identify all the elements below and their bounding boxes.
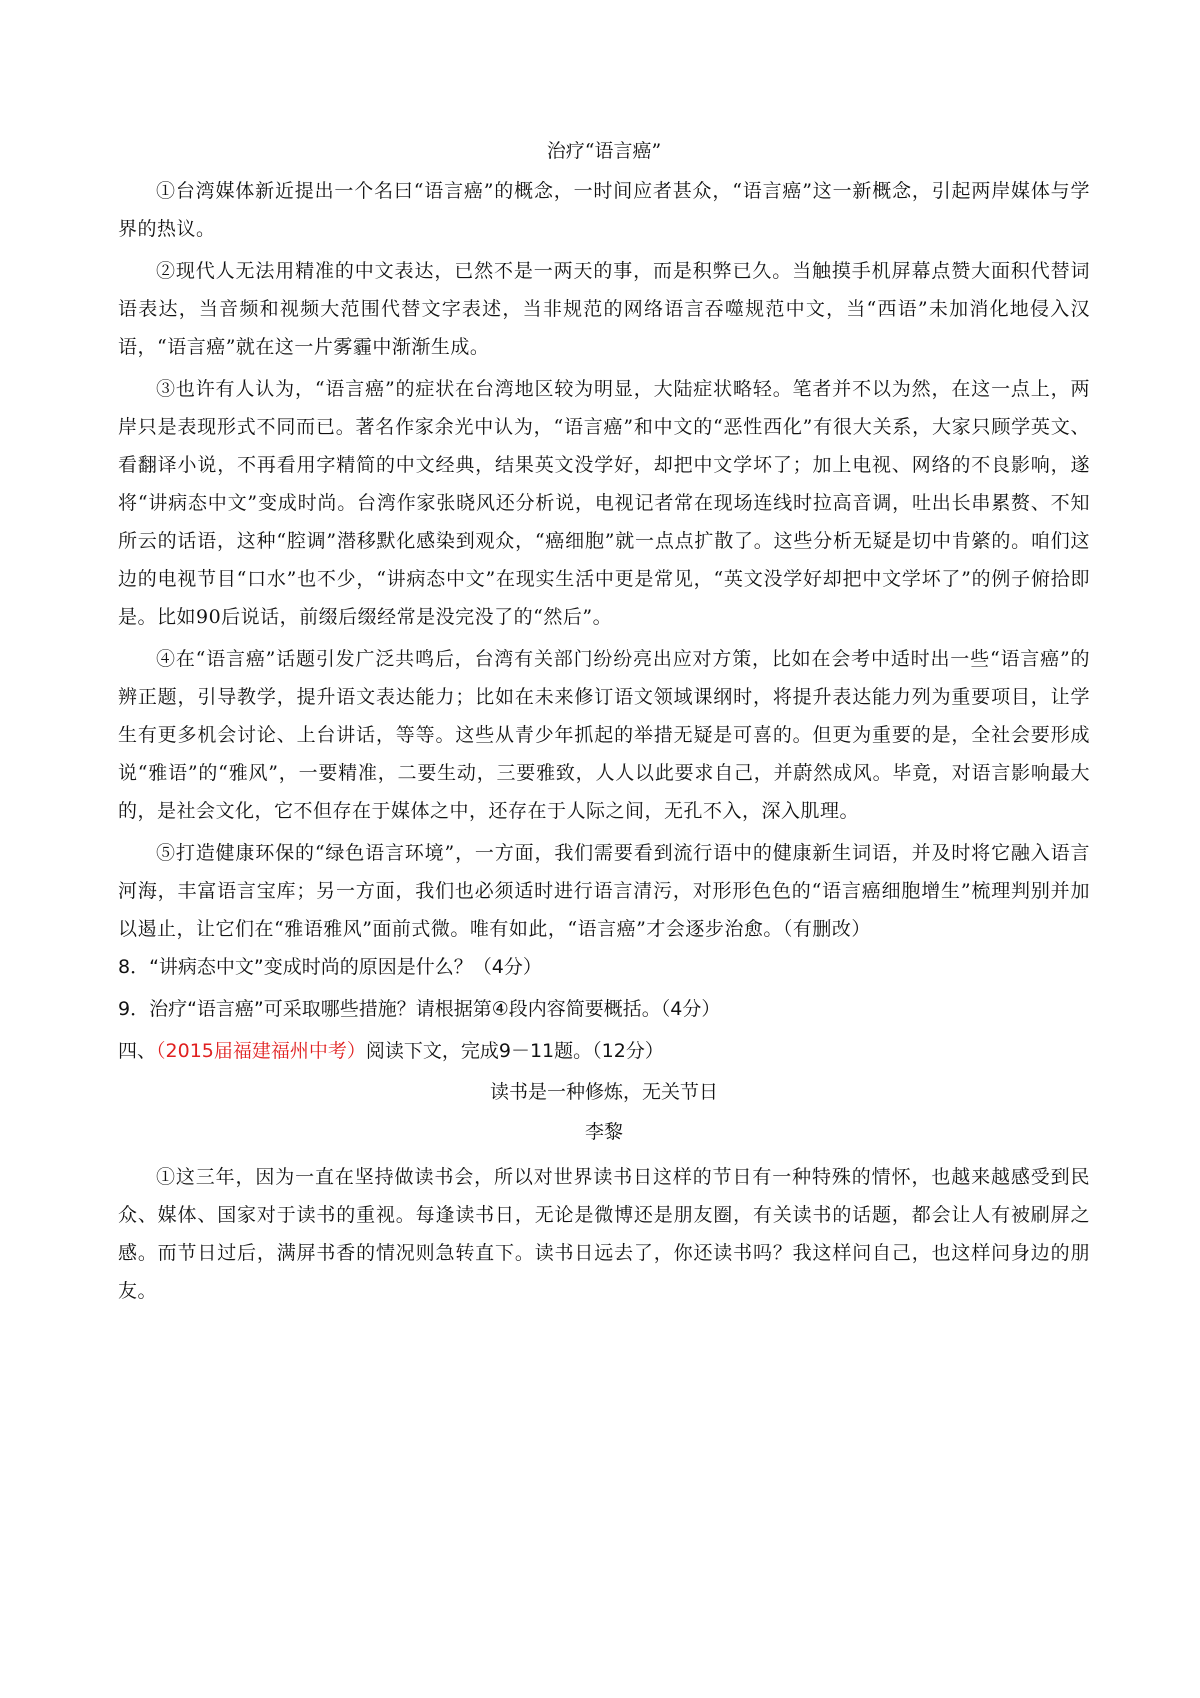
question-9: 9．治疗“语言癌”可采取哪些措施？请根据第④段内容简要概括。（4分） [118,998,721,1020]
article2-title: 读书是一种修炼，无关节日 [489,1081,718,1103]
article-paragraph-5: ⑤打造健康环保的“绿色语言环境”，一方面，我们需要看到流行语中的健康新生词语，并及时将它融入语言河海，丰富语言宝库；另一方面，我们也必须适时进行语言清污，对形形色色的“语言癌细胞增生”梳理判别并加以遏止，让它们在“雅语雅风”面前式微。唯有如此，“语言癌”才会逐步治愈。（有删改） [118,842,1090,940]
article-title: 治疗“语言癌” [546,140,662,162]
article2-author: 李黎 [584,1121,623,1143]
section-instruction: 阅读下文，完成9－11题。（12分） [365,1040,664,1062]
article-paragraph-2: ②现代人无法用精准的中文表达，已然不是一两天的事，而是积弊已久。当触摸手机屏幕点赞大面积代替词语表达，当音频和视频大范围代替文字表述，当非规范的网络语言吞噬规范中文，当“西语”未加消化地侵入汉语，“语言癌”就在这一片雾霾中渐渐生成。 [118,260,1090,358]
question-8: 8．“讲病态中文”变成时尚的原因是什么？（4分） [118,956,542,978]
article-paragraph-3: ③也许有人认为，“语言癌”的症状在台湾地区较为明显，大陆症状略轻。笔者并不以为然，在这一点上，两岸只是表现形式不同而已。著名作家余光中认为，“语言癌”和中文的“恶性西化”有很大关系，大家只顾学英文、看翻译小说，不再看用字精简的中文经典，结果英文没学好，却把中文学坏了；加上电视、网络的不良影响，遂将“讲病态中文”变成时尚。台湾作家张晓风还分析说，电视记者常在现场连线时拉高音调，吐出长串累赘、不知所云的话语，这种“腔调”潜移默化感染到观众，“癌细胞”就一点点扩散了。这些分析无疑是切中肯綮的。咱们这边的电视节目“口水”也不少，“讲病态中文”在现实生活中更是常见，“英文没学好却把中文学坏了”的例子俯拾即是。比如90后说话，前缀后缀经常是没完没了的“然后”。 [118,378,1090,628]
document-page [118,138,1090,1314]
section-number: 四、 [118,1040,157,1062]
article-paragraph-4: ④在“语言癌”话题引发广泛共鸣后，台湾有关部门纷纷亮出应对方策，比如在会考中适时出一些“语言癌”的辨正题，引导教学，提升语文表达能力；比如在未来修订语文领域课纲时，将提升表达能力列为重要项目，让学生有更多机会讨论、上台讲话，等等。这些从青少年抓起的举措无疑是可喜的。但更为重要的是，全社会要形成说“雅语”的“雅风”，一要精准，二要生动，三要雅致，人人以此要求自己，并蔚然成风。毕竟，对语言影响最大的，是社会文化，它不但存在于媒体之中，还存在于人际之间，无孔不入，深入肌理。 [118,648,1090,822]
article-paragraph-1: ①台湾媒体新近提出一个名曰“语言癌”的概念，一时间应者甚众，“语言癌”这一新概念，引起两岸媒体与学界的热议。 [118,180,1090,240]
article2-paragraph-1: ①这三年，因为一直在坚持做读书会，所以对世界读书日这样的节日有一种特殊的情怀，也越来越感受到民众、媒体、国家对于读书的重视。每逢读书日，无论是微博还是朋友圈，有关读书的话题，都会让人有被刷屏之感。而节日过后，满屏书香的情况则急转直下。读书日远去了，你还读书吗？我这样问自己，也这样问身边的朋友。 [118,1166,1090,1302]
section-source: （2015届福建福州中考） [156,1040,366,1062]
section-heading [118,1036,1090,1066]
